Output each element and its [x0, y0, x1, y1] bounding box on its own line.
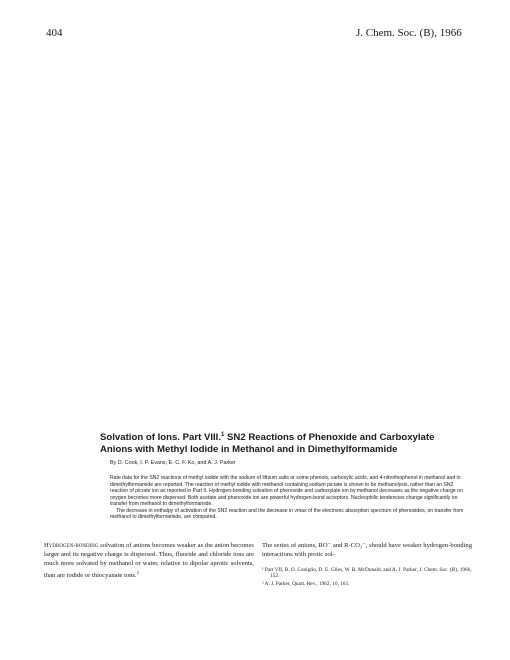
- title-prefix: Solvation of Ions. Part VIII.: [100, 432, 222, 444]
- article-title: [100, 430, 468, 455]
- abstract-paragraph-2: The decrease in enthalpy of activation of the SN2 reaction and the decrease in νmax of the electronic absorption spectrum of phenoxides, on transfer from methanol to dimethylformamide, are compared.: [110, 507, 464, 521]
- lead-in-small-caps: Hydrogen-bonding: [44, 542, 99, 549]
- footnote-1: ¹ Part VII, B. O. Coniglio, D. E. Giles, W. R. McDonald, and A. J. Parker, J. Chem. Soc. (B), 1966, 152.: [262, 567, 472, 580]
- body-right-column: [262, 542, 472, 560]
- author-line: By D. Cook, I. P. Evans, E. C. F. Ko, and A. J. Parker: [110, 460, 236, 466]
- page-number: 404: [46, 27, 63, 39]
- title-footnote-mark: 1: [221, 432, 225, 438]
- journal-header: J. Chem. Soc. (B), 1966: [356, 27, 462, 39]
- abstract-paragraph-1: Rate data for the SN2 reactions of methyl iodide with the sodium of lithium salts or some phenols, carboxylic acids, and 4-nitrothiophenol in methanol and in dimethylformamide are reported. The reaction of methyl iodide with methanol containing sodium picrate is shown to be methanolysis, rather than an SN2 reaction of picrate ion as reported in Part II. Hydrogen-bonding solvation of phenoxide and carboxylate ion by methanol decreases as the negative charge on oxygen becomes more dispersed. Both acetate and phenoxide ion are powerful hydrogen-bond acceptors. Nucleophilic tendencies change significantly on transfer from methanol to dimethylformamide.: [110, 475, 463, 508]
- body-left-text: solvation of anions becomes weaker as the anion becomes larger and its negative charge is dispersed. Thus, fluoride and chloride ions are much more solvated by methanol or water, relative to dipolar aprotic solvents, than are iodide or thiocyanate ions.: [44, 542, 254, 579]
- body-right-text: The series of anions, RO⁻ and R·CO₂⁻, should have weaker hydrogen-bonding interactions with protic sol-: [262, 542, 472, 558]
- footnote-2: ² A. J. Parker, Quart. Rev., 1962, 16, 163.: [262, 581, 350, 587]
- title-main: SN2 Reactions of Phenoxide and Carboxylate Anions with Methyl Iodide in Methanol and in Dimethylformamide: [100, 432, 435, 455]
- footnotes: [262, 567, 472, 589]
- reference-mark: 2: [136, 569, 139, 575]
- abstract: [110, 475, 466, 521]
- body-left-column: [44, 542, 254, 581]
